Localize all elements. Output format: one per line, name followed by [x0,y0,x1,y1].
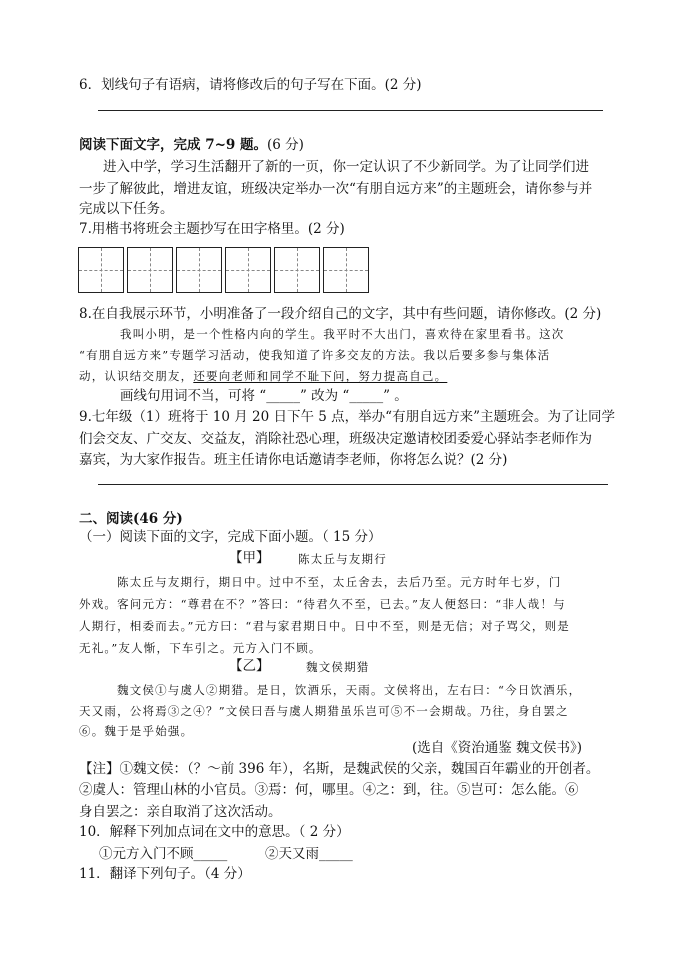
question-9-line: 9.七年级（1）班将于 10 月 20 日下午 5 点，举办“有朋自远方来”主题班会。为了让同学 [79,409,615,425]
jia-line: 陈太丘与友期行，期日中。过中不至，太丘舍去，去后乃至。元方时年七岁，门 [117,575,562,589]
jia-line: 外戏。客问元方：“尊君在不？”答曰：“待君久不至，已去。”友人便怒曰：“非人哉！与 [79,597,566,611]
answer-line-6[interactable] [98,110,603,111]
intro-line: 完成以下任务。 [79,201,174,217]
question-10: 10．解释下列加点词在文中的意思。（ 2 分） [79,824,350,840]
source-citation: (选自《资治通鉴 魏文侯书》) [412,740,583,756]
yi-line: ⑥。魏于是乎始强。 [79,724,194,738]
notes-line: 【注】①魏文侯：（？～前 396 年），名斯，是魏武侯的父亲，魏国百年霸业的开创者。 [79,761,600,777]
tianzige-cell[interactable] [323,247,369,293]
yi-line: 天又雨，公将焉③之④？”文侯曰吾与虞人期猎虽乐岂可⑤不一会期哉。乃往，身自罢之 [79,704,569,718]
notes-line: ②虞人：管理山林的小官员。③焉：何，哪里。④之：到，往。⑤岂可：怎么能。⑥ [79,782,579,798]
jia-line: 无礼。”友人惭，下车引之。元方入门不顾。 [79,641,322,655]
notes-line: 身自罢之：亲自取消了这次活动。 [79,804,282,820]
tianzige-cell[interactable] [225,247,271,293]
question-10-item-2: ②天又雨_____ [265,846,353,862]
passage-line-last [79,368,447,384]
question-8-instruction: 画线句用词不当，可将 “_____” 改为 “_____” 。 [120,388,408,404]
tianzige-cell[interactable] [127,247,173,293]
tianzige-cell[interactable] [274,247,320,293]
yi-title: 魏文侯期猎 [306,660,370,674]
passage-line: “有朋自远方来”专题学习活动，使我知道了许多交友的方法。我以后要多参与集体活 [79,348,551,362]
question-6: 6．划线句子有语病，请将修改后的句子写在下面。(2 分) [79,77,422,93]
jia-label: 【甲】 [229,550,270,566]
section-heading-score: (6 分) [267,137,304,153]
question-7: 7.用楷书将班会主题抄写在田字格里。(2 分) [79,221,345,237]
section-2-heading: 二、阅读(46 分) [79,511,183,527]
question-9-line: 嘉宾，为大家作报告。班主任请你电话邀请李老师，你将怎么说？(2 分) [79,452,508,468]
section-heading-7-9 [79,135,304,155]
question-10-item-1: ①元方入门不顾_____ [99,846,228,862]
tianzige-cell[interactable] [176,247,222,293]
passage-text: 动，认识结交朋友， [79,369,194,383]
tianzige-cell[interactable] [78,247,124,293]
intro-line: 进入中学，学习生活翻开了新的一页，你一定认识了不少新同学。为了让同学们进 [103,159,589,175]
question-11: 11．翻译下列句子。（4 分） [79,866,251,882]
tianzige-grid[interactable] [78,247,372,293]
underlined-sentence: 还要向老师和同学不耻下问，努力提高自己。 [193,369,448,383]
yi-line: 魏文侯①与虞人②期猎。是日，饮酒乐，天雨。文侯将出，左右曰：“今日饮酒乐， [117,683,582,697]
jia-line: 人期行，相委而去。”元方曰：“君与家君期日中。日中不至，则是无信；对子骂父，则是 [79,619,571,633]
section-heading-text: 阅读下面文字，完成 7~9 题。 [79,137,267,153]
section-2-sub: （一）阅读下面的文字，完成下面小题。（ 15 分） [79,529,382,545]
question-9-line: 们会交友、广交友、交益友，消除社恐心理，班级决定邀请校团委爱心驿站李老师作为 [79,431,592,447]
intro-line: 一步了解彼此，增进友谊，班级决定举办一次“有朋自远方来”的主题班会，请你参与并 [79,181,593,197]
jia-title: 陈太丘与友期行 [298,552,387,566]
answer-line-9[interactable] [98,484,608,485]
question-8: 8.在自我展示环节，小明准备了一段介绍自己的文字，其中有些问题，请你修改。(2 分) [79,306,602,322]
passage-line: 我叫小明，是一个性格内向的学生。我平时不大出门，喜欢待在家里看书。这次 [120,327,565,341]
yi-label: 【乙】 [229,658,270,674]
